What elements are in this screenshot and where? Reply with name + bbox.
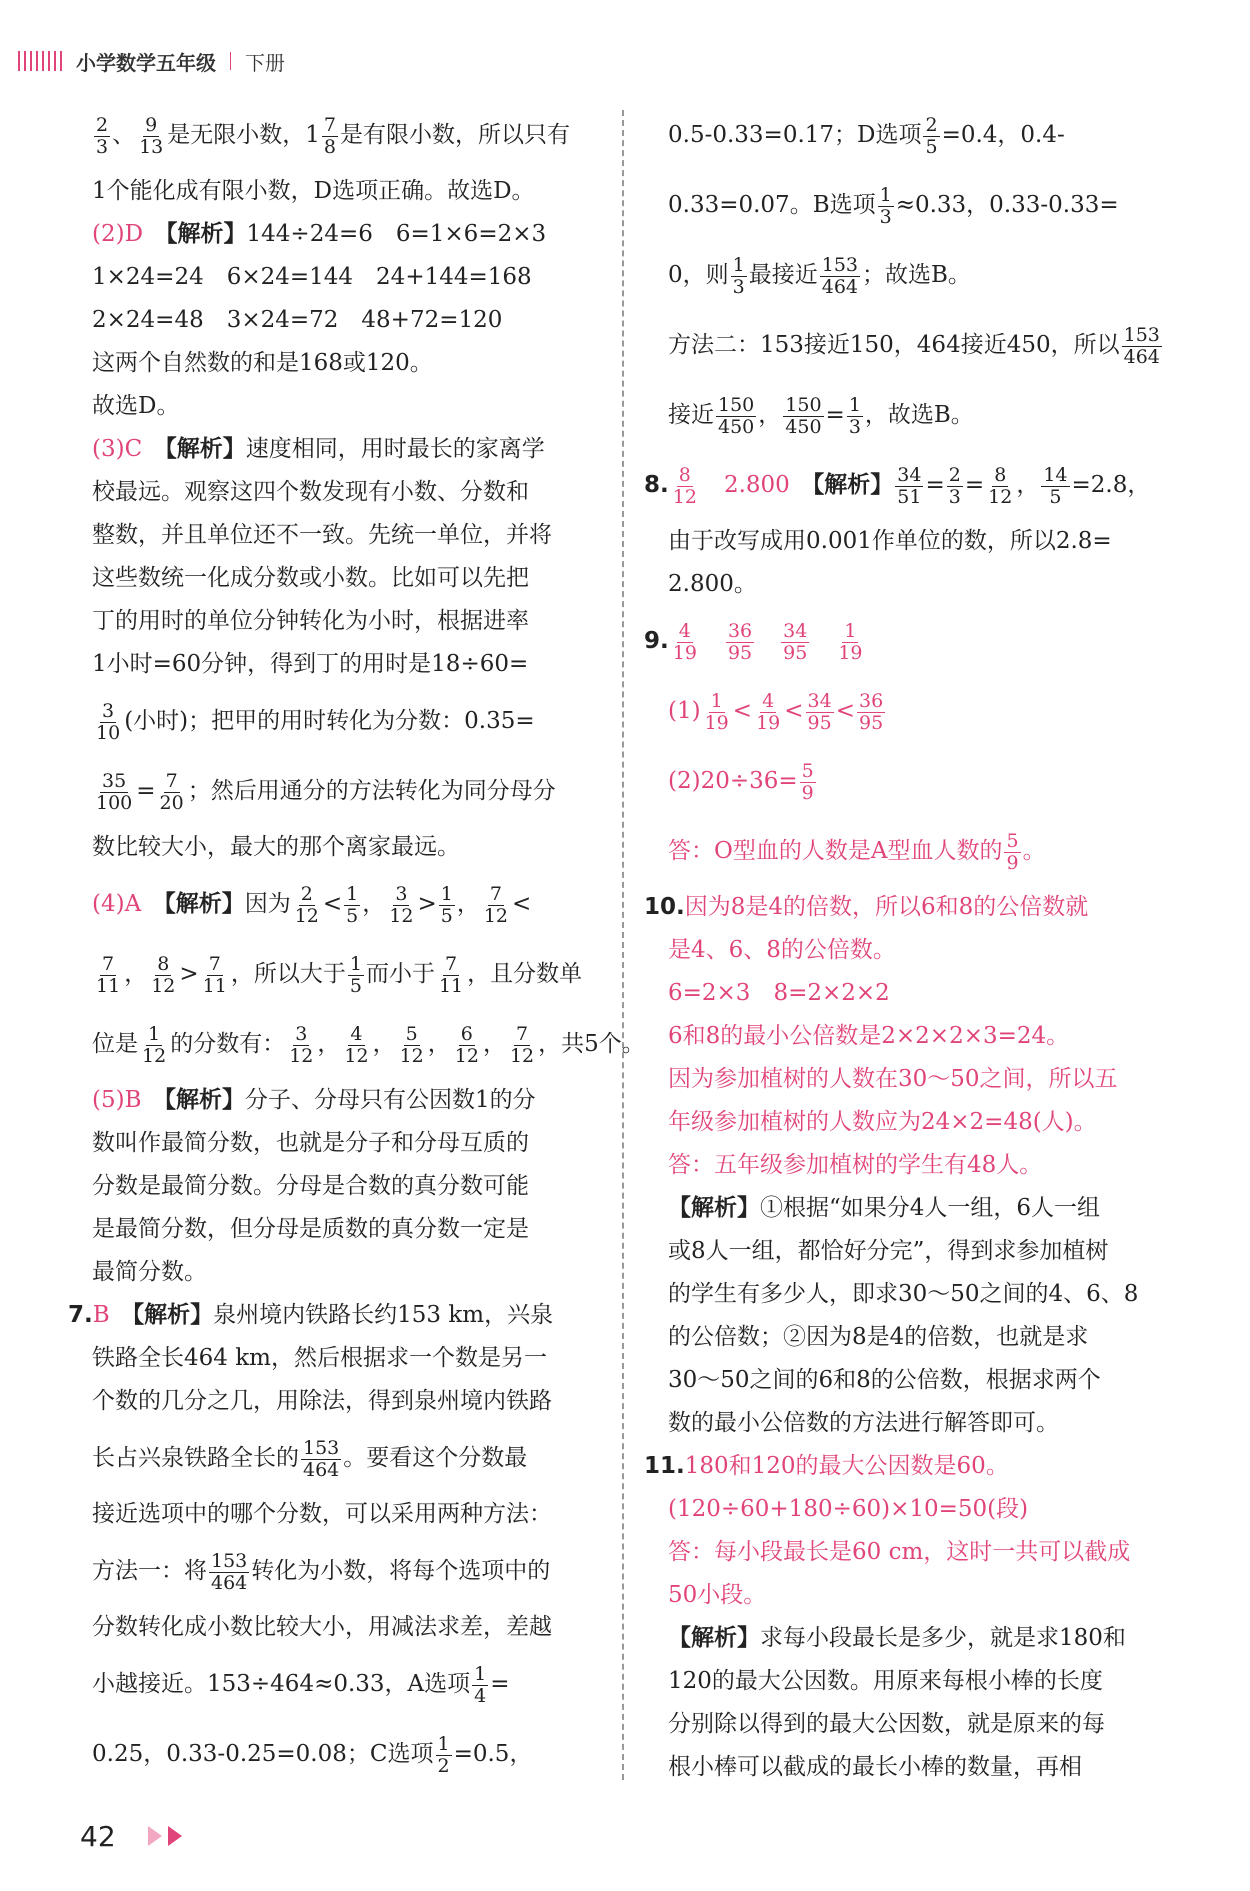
text-line: 答：五年级参加植树的学生有48人。 bbox=[668, 1152, 1043, 1178]
text-line: 年级参加植树的人数应为24×2=48(人)。 bbox=[668, 1109, 1097, 1135]
fraction: $\frac{3}{10}$ bbox=[96, 699, 121, 744]
fraction: $\frac{7}{11}$ bbox=[96, 952, 121, 997]
text-line: 1小时=60分钟，得到丁的用时是18÷60= bbox=[92, 651, 529, 677]
text-line: 位是 $\frac{1}{12}$ 的分数有： $\frac{3}{12}$ ， $\frac{4}{12}$ ， $\frac{5}{12}$ ， $\frac{6}{12}$ ， $\frac{7}{12}$ ，共5个。 bbox=[92, 1022, 645, 1067]
fraction: $\frac{153}{464}$ bbox=[303, 1436, 340, 1481]
fraction: $\frac{2}{3}$ bbox=[96, 113, 109, 158]
fraction: $\frac{14}{5}$ bbox=[1043, 463, 1068, 508]
fraction: $\frac{4}{12}$ bbox=[344, 1022, 369, 1067]
fraction: $\frac{153}{464}$ bbox=[211, 1549, 248, 1594]
fraction: $\frac{1}{5}$ bbox=[440, 882, 453, 927]
q9-line: 9. $\frac{4}{19}$ $\frac{36}{95}$ $\frac{34}{95}$ $\frac{1}{19}$ bbox=[644, 619, 863, 664]
fraction: $\frac{150}{450}$ bbox=[785, 393, 822, 438]
q10-line: 10.因为8是4的倍数，所以6和8的公倍数就 bbox=[644, 894, 1089, 920]
q4-line: (4)A 【解析】因为 $\frac{2}{12}$ < $\frac{1}{5}$ ， $\frac{3}{12}$ > $\frac{1}{5}$ ， $\frac{7}{12}$ < bbox=[92, 882, 532, 927]
text-line: 2×24=48 3×24=72 48+72=120 bbox=[92, 307, 503, 333]
text-line: 数叫作最简分数，也就是分子和分母互质的 bbox=[92, 1130, 529, 1156]
text-line: 0.25，0.33-0.25=0.08；C选项 $\frac{1}{2}$ =0.5， bbox=[92, 1732, 533, 1777]
fraction: $\frac{7}{12}$ bbox=[509, 1022, 535, 1067]
page-header bbox=[18, 46, 285, 76]
text-line: 小越接近。153÷464≈0.33，A选项 $\frac{1}{4}$ = bbox=[92, 1662, 510, 1707]
fraction: $\frac{2}{12}$ bbox=[294, 882, 319, 927]
text-line: 整数，并且单位还不一致。先统一单位，并将 bbox=[92, 522, 552, 548]
fraction: $\frac{5}{12}$ bbox=[399, 1022, 424, 1067]
text-line: 50小段。 bbox=[668, 1582, 767, 1608]
text-line: 根小棒可以截成的最长小棒的数量，再相 bbox=[668, 1754, 1082, 1780]
fraction: $\frac{6}{12}$ bbox=[454, 1022, 479, 1067]
text-line: 的公倍数；②因为8是4的倍数，也就是求 bbox=[668, 1324, 1089, 1350]
fraction: $\frac{153}{464}$ bbox=[1123, 323, 1160, 368]
text-line: 6=2×3 8=2×2×2 bbox=[668, 980, 890, 1006]
fraction: $\frac{8}{12}$ bbox=[988, 463, 1013, 508]
fraction: $\frac{7}{20}$ bbox=[159, 769, 184, 814]
fraction: $\frac{2}{3}$ bbox=[948, 463, 961, 508]
fraction: $\frac{8}{12}$ bbox=[672, 463, 697, 508]
text-line: 方法二：153接近150，464接近450，所以 $\frac{153}{464}$ bbox=[668, 323, 1160, 368]
text-line: 2.800。 bbox=[668, 571, 757, 597]
text-line: 铁路全长464 km，然后根据求一个数是另一 bbox=[92, 1345, 547, 1371]
text-line: 最简分数。 bbox=[92, 1259, 207, 1285]
fraction: $\frac{35}{100}$ bbox=[96, 769, 133, 814]
fraction: $\frac{5}{9}$ bbox=[801, 759, 814, 804]
text-line: (120÷60+180÷60)×10=50(段) bbox=[668, 1496, 1029, 1522]
text-line: 的学生有多少人，即求30～50之间的4、6、8 bbox=[668, 1281, 1139, 1307]
fraction: $\frac{1}{3}$ bbox=[732, 253, 745, 298]
text-line: 是最简分数，但分母是质数的真分数一定是 bbox=[92, 1216, 529, 1242]
fraction: $\frac{1}{4}$ bbox=[474, 1662, 487, 1707]
fraction: $\frac{9}{13}$ bbox=[139, 113, 164, 158]
q9-part2: (2)20÷36= $\frac{5}{9}$ bbox=[668, 759, 814, 804]
fraction: $\frac{1}{19}$ bbox=[838, 619, 863, 664]
fraction: $\frac{1}{2}$ bbox=[437, 1732, 450, 1777]
text-line: 1×24=24 6×24=144 24+144=168 bbox=[92, 264, 532, 290]
fraction: $\frac{4}{19}$ bbox=[672, 619, 697, 664]
text-line: 接近选项中的哪个分数，可以采用两种方法： bbox=[92, 1501, 552, 1527]
q9-answer: 答：O型血的人数是A型血人数的 $\frac{5}{9}$ 。 bbox=[668, 829, 1046, 874]
fraction: $\frac{5}{9}$ bbox=[1006, 829, 1019, 874]
text-line: 答：每小段最长是60 cm，这时一共可以截成 bbox=[668, 1539, 1131, 1565]
text-line: 由于改写成用0.001作单位的数，所以2.8= bbox=[668, 528, 1112, 554]
fraction: $\frac{2}{5}$ bbox=[925, 113, 938, 158]
fraction: $\frac{1}{3}$ bbox=[848, 393, 861, 438]
text-line: $\frac{7}{11}$ ， $\frac{8}{12}$ > $\frac{7}{11}$ ，所以大于 $\frac{1}{5}$ 而小于 $\frac{7}{11}$ ，且分数单 bbox=[96, 952, 583, 997]
fraction: $\frac{1}{5}$ bbox=[349, 952, 362, 997]
book-title: 小学数学五年级 bbox=[76, 50, 216, 75]
fraction: $\frac{7}{11}$ bbox=[438, 952, 464, 997]
text-line: $\frac{3}{10}$ (小时)；把甲的用时转化为分数：0.35= bbox=[96, 699, 535, 744]
fraction: $\frac{4}{19}$ bbox=[756, 689, 781, 734]
text-line: 因为参加植树的人数在30～50之间，所以五 bbox=[668, 1066, 1118, 1092]
q9-part1: (1) $\frac{1}{19}$ < $\frac{4}{19}$ < $\frac{34}{95}$ < $\frac{36}{95}$ bbox=[668, 689, 884, 734]
column-divider bbox=[622, 110, 624, 1780]
left-column bbox=[68, 100, 645, 1789]
fraction: $\frac{34}{51}$ bbox=[897, 463, 922, 508]
text-line: 分数是最简分数。分母是合数的真分数可能 bbox=[92, 1173, 529, 1199]
text-line: 这些数统一化成分数或小数。比如可以先把 bbox=[92, 565, 529, 591]
text-line: 1个能化成有限小数，D选项正确。故选D。 bbox=[92, 178, 535, 204]
text-line: 数比较大小，最大的那个离家最远。 bbox=[92, 834, 460, 860]
fraction: $\frac{3}{12}$ bbox=[389, 882, 414, 927]
text-line: 0.33=0.07。B选项 $\frac{1}{3}$ ≈0.33，0.33-0.33= bbox=[668, 183, 1119, 228]
text-line: 或8人一组，都恰好分完”，得到求参加植树 bbox=[668, 1238, 1109, 1264]
text-line: 长占兴泉铁路全长的 $\frac{153}{464}$ 。要看这个分数最 bbox=[92, 1436, 528, 1481]
text-line: $\frac{2}{3}$ 、 $\frac{9}{13}$ 是无限小数，1 $\frac{7}{8}$ 是有限小数，所以只有 bbox=[96, 113, 571, 158]
text-line: 0，则 $\frac{1}{3}$ 最接近 $\frac{153}{464}$ ；故选B。 bbox=[668, 253, 971, 298]
fraction: $\frac{36}{95}$ bbox=[859, 689, 884, 734]
q11-line: 11.180和120的最大公因数是60。 bbox=[644, 1453, 1009, 1479]
q11-explain: 【解析】求每小段最长是多少，就是求180和 bbox=[668, 1625, 1126, 1651]
fraction: $\frac{3}{12}$ bbox=[289, 1022, 314, 1067]
header-stripes bbox=[18, 51, 62, 71]
fraction: $\frac{1}{12}$ bbox=[142, 1022, 167, 1067]
page-arrows-icon bbox=[148, 1826, 182, 1846]
text-line: 故选D。 bbox=[92, 393, 180, 419]
fraction: $\frac{153}{464}$ bbox=[821, 253, 858, 298]
text-line: 方法一：将 $\frac{153}{464}$ 转化为小数，将每个选项中的 bbox=[92, 1549, 551, 1594]
text-line: $\frac{35}{100}$ = $\frac{7}{20}$ ；然后用通分的方法转化为同分母分 bbox=[96, 769, 556, 814]
fraction: $\frac{8}{12}$ bbox=[151, 952, 176, 997]
q7-line: 7.B 【解析】泉州境内铁路长约153 km，兴泉 bbox=[68, 1302, 554, 1328]
text-line: 分别除以得到的最大公因数，就是原来的每 bbox=[668, 1711, 1105, 1737]
text-line: 个数的几分之几，用除法，得到泉州境内铁路 bbox=[92, 1388, 552, 1414]
q3-line: (3)C 【解析】速度相同，用时最长的家离学 bbox=[92, 436, 545, 462]
fraction: $\frac{7}{8}$ bbox=[323, 113, 337, 158]
text-line: 120的最大公因数。用原来每根小棒的长度 bbox=[668, 1668, 1103, 1694]
q5-line: (5)B 【解析】分子、分母只有公因数1的分 bbox=[92, 1087, 536, 1113]
text-line: 丁的用时的单位分钟转化为小时，根据进率 bbox=[92, 608, 529, 634]
fraction: $\frac{7}{12}$ bbox=[483, 882, 509, 927]
right-column bbox=[644, 100, 1168, 1789]
fraction: $\frac{34}{95}$ bbox=[783, 619, 808, 664]
fraction: $\frac{1}{5}$ bbox=[346, 882, 359, 927]
text-line: 是4、6、8的公倍数。 bbox=[668, 937, 896, 963]
book-volume: 下册 bbox=[245, 50, 285, 75]
text-line: 0.5-0.33=0.17；D选项 $\frac{2}{5}$ =0.4，0.4- bbox=[668, 113, 1065, 158]
page-number: 42 bbox=[80, 1820, 116, 1853]
text-line: 数的最小公倍数的方法进行解答即可。 bbox=[668, 1410, 1059, 1436]
text-line: 接近 $\frac{150}{450}$ ， $\frac{150}{450}$ = $\frac{1}{3}$ ，故选B。 bbox=[668, 393, 974, 438]
q2-line: (2)D 【解析】144÷24=6 6=1×6=2×3 bbox=[92, 221, 547, 247]
fraction: $\frac{1}{19}$ bbox=[704, 689, 729, 734]
text-line: 分数转化成小数比较大小，用减法求差，差越 bbox=[92, 1614, 552, 1640]
text-line: 校最远。观察这四个数发现有小数、分数和 bbox=[92, 479, 529, 505]
fraction: $\frac{34}{95}$ bbox=[807, 689, 832, 734]
header-separator bbox=[230, 52, 231, 70]
fraction: $\frac{36}{95}$ bbox=[727, 619, 753, 664]
fraction: $\frac{150}{450}$ bbox=[718, 393, 755, 438]
text-line: 6和8的最小公倍数是2×2×2×3=24。 bbox=[668, 1023, 1070, 1049]
fraction: $\frac{1}{3}$ bbox=[879, 183, 892, 228]
text-line: 30～50之间的6和8的公倍数，根据求两个 bbox=[668, 1367, 1101, 1393]
text-line: 这两个自然数的和是168或120。 bbox=[92, 350, 433, 376]
q8-line: 8. $\frac{8}{12}$ 2.800 【解析】 $\frac{34}{51}$ = $\frac{2}{3}$ = $\frac{8}{12}$ ， $\frac{14}{5}$ =2.8， bbox=[644, 463, 1151, 508]
fraction: $\frac{7}{11}$ bbox=[202, 952, 227, 997]
q10-explain: 【解析】①根据“如果分4人一组，6人一组 bbox=[668, 1195, 1101, 1221]
